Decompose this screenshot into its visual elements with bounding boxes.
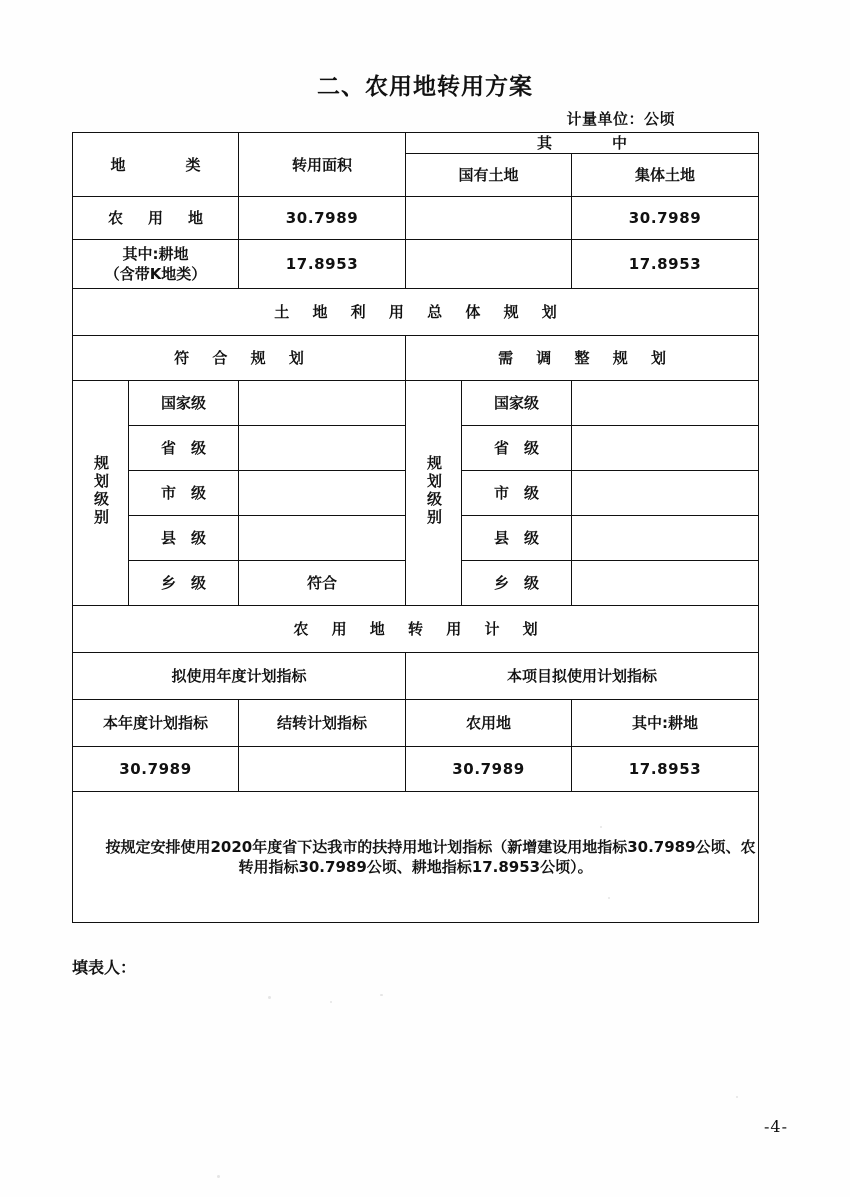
section-banner-row <box>73 289 759 336</box>
cell-agricultural-collective: 30.7989 <box>572 197 759 240</box>
page-number: -4- <box>764 1117 788 1136</box>
note-row <box>73 792 759 923</box>
plan-level-label-adjust: 规划级别 <box>406 381 462 606</box>
scan-speck <box>330 1001 332 1003</box>
plan-level-name-conform-county: 县 级 <box>129 516 239 561</box>
plan-value-current-year: 30.7989 <box>73 747 239 792</box>
note-cell <box>73 792 759 923</box>
measurement-unit-label: 计量单位：公顷 <box>566 110 675 128</box>
scan-speck <box>380 994 383 996</box>
plan-col-header-current-year: 本年度计划指标 <box>73 700 239 747</box>
plan-title-conform: 符 合 规 划 <box>73 336 406 381</box>
scan-speck <box>608 897 610 899</box>
plan-col-header-carryover: 结转计划指标 <box>239 700 406 747</box>
plan-level-value-adjust-county <box>572 516 759 561</box>
plan-group-header-row <box>73 700 759 747</box>
scan-speck <box>736 1096 738 1098</box>
plan-level-name-adjust-municipal: 市 级 <box>462 471 572 516</box>
banner-overall-land-use-plan: 土 地 利 用 总 体 规 划 <box>73 289 759 336</box>
plan-level-name-adjust-township: 乡 级 <box>462 561 572 606</box>
header-among-which: 其 中 <box>406 133 759 154</box>
plan-group-title-annual: 拟使用年度计划指标 <box>73 653 406 700</box>
plan-level-value-conform-county <box>239 516 406 561</box>
table-row <box>73 197 759 240</box>
plan-level-name-conform-provincial: 省 级 <box>129 426 239 471</box>
plan-level-value-adjust-township <box>572 561 759 606</box>
plan-level-value-conform-municipal <box>239 471 406 516</box>
plan-level-value-conform-national <box>239 381 406 426</box>
banner-conversion-plan: 农 用 地 转 用 计 划 <box>73 606 759 653</box>
plan-level-name-conform-national: 国家级 <box>129 381 239 426</box>
plan-col-header-cultivated-land: 其中:耕地 <box>572 700 759 747</box>
plan-level-value-adjust-national <box>572 381 759 426</box>
scan-speck <box>600 826 602 828</box>
plan-level-name-conform-municipal: 市 级 <box>129 471 239 516</box>
filler-label: 填表人： <box>72 958 137 977</box>
header-land-type: 地 类 <box>73 133 239 197</box>
plan-level-label-conform: 规划级别 <box>73 381 129 606</box>
plan-level-value-adjust-provincial <box>572 426 759 471</box>
plan-title-adjust: 需 调 整 规 划 <box>406 336 759 381</box>
plan-group-title-row <box>73 653 759 700</box>
plan-group-title-project: 本项目拟使用计划指标 <box>406 653 759 700</box>
note-text: 按规定安排使用2020年度省下达我市的扶持用地计划指标（新增建设用地指标30.7989公顷、农转用指标30.7989公顷、耕地指标17.8953公顷）。 <box>105 838 756 877</box>
row-label-cultivated-land <box>73 240 239 289</box>
header-state-owned-land: 国有土地 <box>406 154 572 197</box>
scan-speck <box>268 996 271 999</box>
row-label-cultivated-line1: 其中:耕地 <box>122 245 189 263</box>
plan-level-row <box>73 381 759 426</box>
header-collective-land: 集体土地 <box>572 154 759 197</box>
cell-cultivated-state-owned <box>406 240 572 289</box>
row-label-agricultural-land: 农 用 地 <box>73 197 239 240</box>
plan-level-value-conform-township: 符合 <box>239 561 406 606</box>
cell-cultivated-converted-area: 17.8953 <box>239 240 406 289</box>
cell-cultivated-collective: 17.8953 <box>572 240 759 289</box>
plan-level-name-adjust-county: 县 级 <box>462 516 572 561</box>
plan-group-value-row <box>73 747 759 792</box>
plan-level-name-adjust-national: 国家级 <box>462 381 572 426</box>
header-converted-area: 转用面积 <box>239 133 406 197</box>
cell-agricultural-state-owned <box>406 197 572 240</box>
plan-level-value-adjust-municipal <box>572 471 759 516</box>
table-header-row <box>73 133 759 154</box>
scan-speck <box>217 1175 220 1178</box>
plan-level-value-conform-provincial <box>239 426 406 471</box>
plan-value-agricultural-land: 30.7989 <box>406 747 572 792</box>
plan-title-row <box>73 336 759 381</box>
plan-col-header-agricultural-land: 农用地 <box>406 700 572 747</box>
section-banner-row <box>73 606 759 653</box>
farmland-conversion-table <box>72 132 759 923</box>
plan-level-name-adjust-provincial: 省 级 <box>462 426 572 471</box>
row-label-cultivated-line2: （含带K地类） <box>104 265 207 284</box>
table-row <box>73 240 759 289</box>
plan-value-carryover <box>239 747 406 792</box>
page-title: 二、农用地转用方案 <box>317 74 533 100</box>
plan-value-cultivated-land: 17.8953 <box>572 747 759 792</box>
cell-agricultural-converted-area: 30.7989 <box>239 197 406 240</box>
plan-level-name-conform-township: 乡 级 <box>129 561 239 606</box>
